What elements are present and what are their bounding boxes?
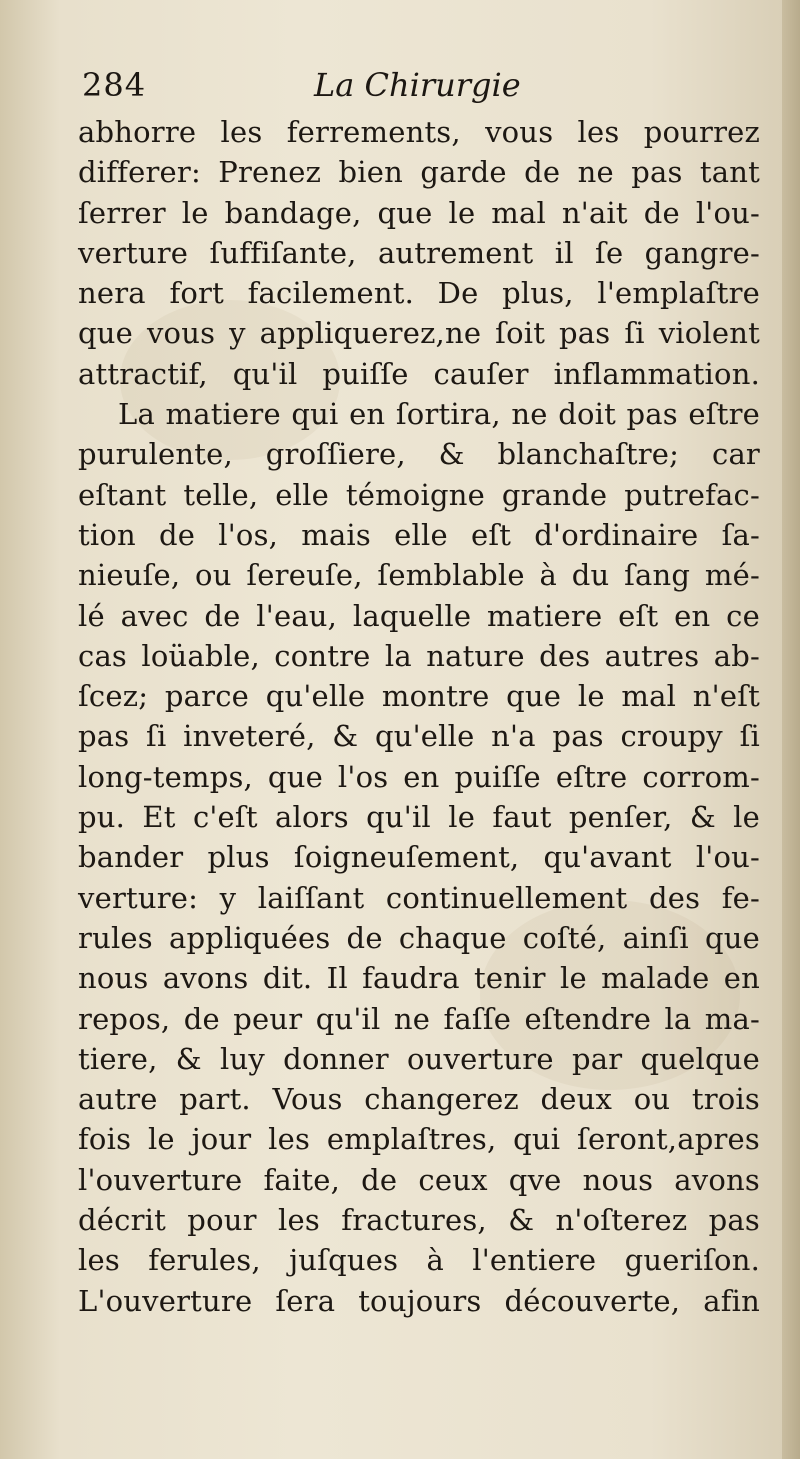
text-line: pas ſi inveteré, & qu'elle n'a pas croupy ſi [78,719,760,754]
text-line: long-temps, que l'os en puiſſe eſtre corrom- [78,759,760,794]
text-line: fois le jour les emplaſtres, qui ſeront,apres [78,1122,760,1157]
text-line: nous avons dit. Il faudra tenir le malade en [78,961,760,996]
text-line: attractif, qu'il puiſſe cauſer inflammation. [78,356,760,391]
text-line: repos, de peur qu'il ne faſſe eſtendre la ma- [78,1001,760,1036]
text-line: bander plus ſoigneuſement, qu'avant l'ou- [78,840,760,875]
text-line: abhorre les ferrements, vous les pourrez [78,115,760,149]
text-line: tion de l'os, mais elle eſt d'ordinaire ſa- [78,517,760,552]
text-line: lé avec de l'eau, laquelle matiere eſt en ce [78,598,760,633]
text-line: cas loüable, contre la nature des autres ab- [78,638,760,673]
text-line: tiere, & luy donner ouverture par quelque [78,1041,760,1076]
text-line: nieuſe, ou ſereuſe, ſemblable à du ſang mé- [78,558,760,593]
body-text [78,112,760,1321]
page-number: 284 [82,66,147,104]
text-line: décrit pour les fractures, & n'oſterez pas [78,1203,760,1238]
text-line: ſerrer le bandage, que le mal n'ait de l'ou- [78,195,760,230]
text-line: nera fort facilement. De plus, l'emplaſtre [78,276,760,311]
text-line: les ferules, juſques à l'entiere gueriſon. [78,1243,760,1278]
text-line: differer: Prenez bien garde de ne pas tant [78,155,760,190]
text-line: verture: y laiſſant continuellement des fe- [78,880,760,915]
text-line: autre part. Vous changerez deux ou trois [78,1082,760,1117]
running-title: La Chirurgie [314,66,521,104]
text-line: ſcez; parce qu'elle montre que le mal n'eſt [78,679,760,714]
text-line: verture ſuffiſante, autrement il ſe gangre- [78,235,760,270]
text-line: que vous y appliquerez,ne ſoit pas ſi violent [78,316,760,351]
text-line: eſtant telle, elle témoigne grande putrefac- [78,477,760,512]
book-gutter [782,0,800,1459]
page-header [82,66,762,110]
text-line: l'ouverture faite, de ceux qve nous avons [78,1162,760,1197]
text-line: La matiere qui en ſortira, ne doit pas eſtre [118,397,760,432]
text-line: pu. Et c'eſt alors qu'il le faut penſer, & le [78,800,760,835]
text-line: purulente, groſſiere, & blanchaſtre; car [78,437,760,472]
text-line: L'ouverture ſera toujours découverte, afin [78,1283,760,1318]
text-line: rules appliquées de chaque coſté, ainſi que [78,920,760,955]
